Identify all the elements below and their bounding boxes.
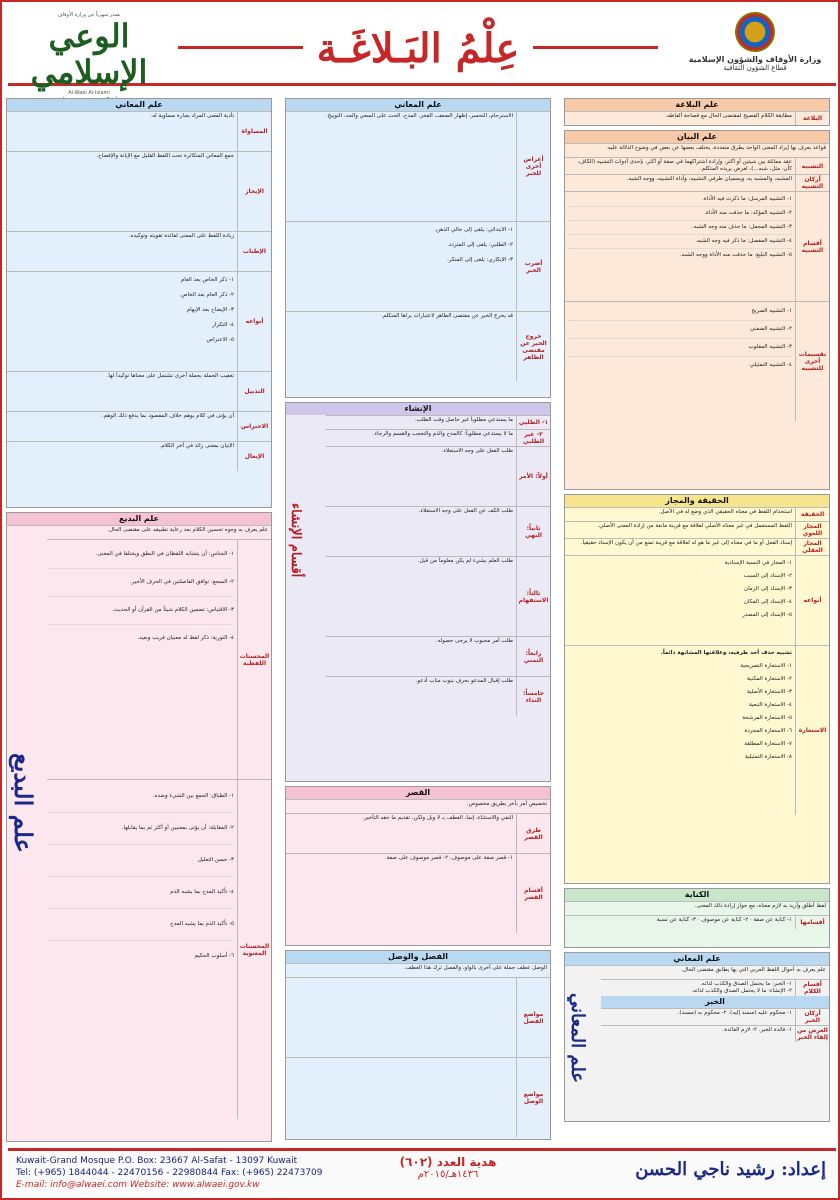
row-label: الإيغال <box>237 442 271 471</box>
list-item: ٢- كناية عن موصوف <box>701 917 749 923</box>
list-item: ٤- الإسناد إلى المكان <box>743 599 792 605</box>
list-item: ٧- الاستعارة المطلقة <box>744 741 792 747</box>
row-label: ٢- غير الطلبي <box>516 430 550 446</box>
row-text: قد يخرج الخبر عن مقتضى الظاهر لاعتبارات يراها المتكلم. <box>381 313 513 319</box>
magazine-latin: Al-Waei Al-Islami <box>68 90 110 96</box>
row-text: جمع المعاني المتكاثرة تحت اللفظ القليل مع الإبانة والإفصاح. <box>96 153 234 159</box>
vertical-label: أقسام الإنشاء <box>288 503 303 578</box>
ministry-sub: قطاع الشؤون الثقافية <box>723 64 787 72</box>
row-text: ١- قصر صفة على موصوف. ٢- قصر موصوف على صفة. <box>384 855 513 861</box>
row-label: الاستعارة <box>795 646 829 815</box>
row-text: عقد مماثلة بين شيئين أو أكثر، وإرادة اشتراكهما في صفة أو أكثر، بإحدى أدوات التشبيه (الكاف، كأن، مثل، شبه...)، لغرض يريده المتكلم. <box>577 159 792 172</box>
section-title: علم المعاني <box>7 99 271 111</box>
row-label: أركان الخبر <box>795 1009 829 1025</box>
list-item: ٢- الإنشاء: ما لا يحتمل الصدق والكذب لذاته. <box>691 988 792 994</box>
definition-row <box>7 271 271 371</box>
magazine-name: الوعي الإسلامي <box>30 17 148 91</box>
row-text: إسناد الفعل أو ما في معناه إلى غير ما هو له لعلاقة مع قرينة تمنع من أن يكون الإسناد حقيقياً. <box>580 540 792 546</box>
list <box>47 540 237 779</box>
row-label: مواضع الوصل <box>516 1058 550 1137</box>
list-item: ٣- كناية عن نسبة <box>656 917 696 923</box>
row-text: طلب أمر محبوب لا يرجى حصوله. <box>435 638 513 644</box>
list-item: تشبيه حذف أحد طرفيه، وعلاقتها المشابهة دائماً. <box>660 650 792 656</box>
ministry-name: وزارة الأوقاف والشؤون الإسلامية <box>688 55 822 64</box>
list-item: ٤- التشبيه التمثيلي <box>749 362 792 368</box>
row-text: طلب إقبال المدعو بحرف ينوب مناب أدعو. <box>415 678 513 684</box>
definition-row <box>326 415 550 429</box>
list-item: ٤- التشبيه المفصل: ما ذكر فيه وجه الشبه. <box>568 235 792 249</box>
row-label: الغرض من إلقاء الخبر <box>795 1026 829 1042</box>
definition-row <box>326 429 550 446</box>
definition-row <box>286 813 550 853</box>
definition-row <box>601 979 829 996</box>
list-item: ١- الخبر: ما يحتمل الصدق والكذب لذاته. <box>700 981 792 987</box>
section-intro: علم يعرف به أحوال اللفظ العربي التي بها يطابق مقتضى الحال. <box>681 967 826 973</box>
definition-row <box>286 853 550 933</box>
section-title: علم البيان <box>565 131 829 143</box>
row-label: أضرب الخبر <box>516 222 550 311</box>
row-label: المجاز اللغوي <box>795 522 829 538</box>
vertical-label: علم المعاني <box>567 993 588 1084</box>
main-title: عِلْمُ البَـلاغَـة <box>303 25 534 72</box>
section-title: الإنشاء <box>286 403 550 415</box>
section-balagha <box>564 98 830 126</box>
row-text <box>286 1058 516 1137</box>
list-item: ٤- تأكيد المدح بما يشبه الذم <box>50 877 234 909</box>
row-label: الإيجاز <box>237 152 271 231</box>
list-item: ٦- أسلوب الحكيم <box>194 953 234 959</box>
row-label: أقسام القصر <box>516 854 550 933</box>
definition-row <box>565 174 829 191</box>
header <box>8 8 836 96</box>
section-title: علم البلاغة <box>565 99 829 111</box>
title-banner <box>178 20 658 76</box>
kuwait-emblem-icon <box>735 12 775 52</box>
row-text: ما لا يستدعي مطلوباً: كالمدح والذم والتعجب والقسم والرجاء. <box>372 431 513 437</box>
definition-row <box>565 111 829 125</box>
section-title: الكناية <box>565 889 829 901</box>
list-item: ٢- التشبيه الضمني <box>568 321 792 339</box>
list-item: ١- الاستعارة التصريحية <box>740 663 792 669</box>
row-text: الاسترحام، التحسر، إظهار الضعف، الفخر، المدح، الحث على السعي والجد، التوبيخ. <box>325 113 513 119</box>
definition-row <box>565 645 829 815</box>
definition-row <box>601 1008 829 1025</box>
row-label: الاحتراس <box>237 412 271 441</box>
list-item: ٣- التشبيه المقلوب <box>568 339 792 357</box>
definition-row <box>565 507 829 521</box>
row-label: أقسام التشبيه <box>795 192 829 301</box>
section-intro: لفظ أطلق وأريد به لازم معناه، مع جواز إرادة ذلك المعنى. <box>694 903 826 909</box>
definition-row <box>7 411 271 441</box>
row-text: ١- فائدة الخبر. ٢- لازم الفائدة. <box>722 1027 792 1033</box>
list <box>565 302 795 421</box>
list <box>601 980 795 996</box>
definition-row <box>565 157 829 174</box>
row-label: تقسيمات أخرى للتشبيه <box>795 302 829 421</box>
list-item: ٢- المقابلة: أن يؤتى بمعنيين أو أكثر ثم بما يقابلها. <box>50 813 234 845</box>
row-label: أنواعه <box>795 556 829 645</box>
row-text: زيادة اللفظ على المعنى لفائدة تقويته وتوكيده. <box>128 233 234 239</box>
author-credit: إعداد: رشيد ناجي الحسن <box>635 1159 826 1180</box>
list <box>565 192 795 301</box>
list-item: ٥- التشبيه البليغ: ما حذفت منه الأداة ووجه الشبه. <box>679 252 792 258</box>
definition-row <box>565 191 829 301</box>
row-label: أقسام الكلام <box>795 980 829 996</box>
issue-info <box>368 1155 528 1180</box>
row-label: المساواة <box>237 112 271 151</box>
list-item: ٣- الإسناد إلى الزمان <box>744 586 792 592</box>
list-item: ٦- الاستعارة المجردة <box>744 728 792 734</box>
row-label: التشبيه <box>795 158 829 174</box>
section-haqiqa <box>564 494 830 884</box>
list-item: ٤- التورية: ذكر لفظ له معنيان قريب وبعيد. <box>137 635 234 641</box>
section-badi <box>6 512 272 1142</box>
row-label: ثالثاً: الاستفهام <box>516 557 550 636</box>
definition-row <box>326 556 550 636</box>
row-label: طرق القصر <box>516 814 550 853</box>
section-fasl-wasl <box>285 950 551 1140</box>
list-item: ٢- السجع: توافق الفاصلتين في الحرف الأخير. <box>50 569 234 597</box>
list-item: ٥- تأكيد الذم بما يشبه المدح <box>50 909 234 941</box>
row-text: مطابقة الكلام الفصيح لمقتضى الحال مع فصاحة ألفاظه. <box>665 113 792 119</box>
row-text: المشبه، والمشبه به، ويسميان طرفي التشبيه، وأداة التشبيه، ووجه الشبه. <box>626 176 792 182</box>
definition-row <box>326 506 550 556</box>
row-text: أن يؤتى في كلام يوهم خلاف المقصود بما يدفع ذلك الوهم. <box>101 413 234 419</box>
column-left <box>6 98 272 1148</box>
definition-row <box>286 221 550 311</box>
section-title: علم المعاني <box>286 99 550 111</box>
list-item: ٢- الاستعارة المكنية <box>747 676 792 682</box>
list-item: ٣- الإيضاح بعد الإبهام <box>186 307 234 313</box>
section-intro: تخصيص أمر بآخر بطريق مخصوص. <box>466 801 547 807</box>
definition-row <box>47 779 271 1119</box>
definition-row <box>7 231 271 271</box>
section-intro: قواعد يعرف بها إيراد المعنى الواحد بطرق متعددة، يختلف بعضها عن بعض في وضوح الدلالة عليه. <box>606 145 826 151</box>
subsection-title: الخبر <box>601 996 829 1008</box>
list-item: ٥- الإسناد إلى المصدر <box>742 612 792 618</box>
row-text: تعقيب الجملة بجملة أخرى تشتمل على معناها توكيداً لها. <box>106 373 234 379</box>
phone-line: Tel: (+965) 1844044 - 22470156 - 22980844 Fax: (+965) 22473709 <box>16 1168 323 1178</box>
section-intro: علم يعرف به وجوه تحسين الكلام بعد رعاية تطبيقه على مقتضى الحال. <box>107 527 268 533</box>
list-item: ٤- التكرار <box>212 322 234 328</box>
definition-row <box>47 539 271 779</box>
definition-row <box>7 111 271 151</box>
list-item: ١- التشبيه المرسل: ما ذكرت فيه الأداة. <box>568 193 792 207</box>
section-maani-intro <box>564 952 830 1122</box>
definition-row <box>565 301 829 421</box>
row-label: المحسنات اللفظية <box>237 540 271 779</box>
address-line: Kuwait-Grand Mosque P.O. Box: 23667 Al-Safat - 13097 Kuwait <box>16 1156 298 1166</box>
definition-row <box>565 915 829 929</box>
magazine-topline: تصدر شهرياً عن وزارة الأوقاف <box>57 12 121 18</box>
list-item: ٣- الاقتباس: تضمين الكلام شيئاً من القرآن أو الحديث. <box>50 597 234 625</box>
definition-row <box>286 111 550 221</box>
row-label: التذييل <box>237 372 271 411</box>
definition-row <box>601 1025 829 1042</box>
footer <box>8 1148 836 1192</box>
row-text: طلب الفعل على وجه الاستعلاء. <box>441 448 513 454</box>
section-title: الفصل والوصل <box>286 951 550 963</box>
definition-row <box>7 371 271 411</box>
row-label: ١- الطلبي <box>516 416 550 429</box>
list-item: ٢- التشبيه المؤكد: ما حذفت منه الأداة. <box>568 207 792 221</box>
row-text: النفي والاستثناء، إنما، العطف بـ لا وبل ولكن، تقديم ما حقه التأخير. <box>362 815 513 821</box>
section-maani-khabar <box>285 98 551 398</box>
definition-row <box>7 441 271 471</box>
list-item: ١- الجناس: أن يتشابه اللفظان في النطق ويختلفا في المعنى. <box>50 541 234 569</box>
row-text: ما يستدعي مطلوباً غير حاصل وقت الطلب. <box>414 417 513 423</box>
column-right <box>564 98 830 1148</box>
row-text: تأدية المعنى المراد بعبارة مساوية له. <box>150 113 234 119</box>
list-item: ٤- الاستعارة التبعية <box>748 702 792 708</box>
row-label: أقسامها <box>795 916 829 929</box>
row-text <box>286 978 516 1057</box>
list-item: ٥- الاستعارة المرشحة <box>742 715 792 721</box>
list-item: ٣- الاستعارة الأصلية <box>746 689 792 695</box>
list-item: ٣- التشبيه المجمل: ما حذف منه وجه الشبه. <box>568 221 792 235</box>
row-text: الإتيان بمعنى زائد في آخر الكلام. <box>159 443 234 449</box>
row-label: أغراض أخرى للخبر <box>516 112 550 221</box>
definition-row <box>565 521 829 538</box>
contact-info <box>16 1155 346 1191</box>
list-item: ٣- حسن التعليل <box>50 845 234 877</box>
row-label: رابعاً: التمني <box>516 637 550 676</box>
list-item: ٢- ذكر العام بعد الخاص <box>180 292 234 298</box>
list <box>286 222 516 311</box>
definition-row <box>565 538 829 555</box>
list-item: ٨- الاستعارة التمثيلية <box>744 754 792 760</box>
row-text: طلب الكف عن الفعل على وجه الاستعلاء. <box>418 508 513 514</box>
list <box>565 646 795 815</box>
list-item: ١- ذكر الخاص بعد العام <box>180 277 234 283</box>
vertical-label: علم البديع <box>9 753 38 853</box>
definition-row <box>326 446 550 506</box>
row-text: طلب العلم بشيء لم يكن معلوماً من قبل. <box>417 558 513 564</box>
section-intro: الوصل عطف جملة على أخرى بالواو، والفصل ترك هذا العطف. <box>404 965 547 971</box>
section-title: القصر <box>286 787 550 799</box>
row-label: أركان التشبيه <box>795 175 829 191</box>
section-kinaya <box>564 888 830 948</box>
list <box>47 780 237 1119</box>
section-insha <box>285 402 551 782</box>
definition-row <box>286 1057 550 1137</box>
list <box>7 272 237 371</box>
magazine-logo <box>14 12 164 96</box>
list-item: ٥- الاعتراض <box>206 337 234 343</box>
list-item: ١- الطباق: الجمع بين الشيء وضده. <box>50 781 234 813</box>
list-item: ١- التشبيه الصريح <box>568 303 792 321</box>
row-label: المحسنات المعنوية <box>237 780 271 1119</box>
row-text: ١- محكوم عليه (مسند إليه). ٢- محكوم به (مسند). <box>677 1010 792 1016</box>
list <box>565 556 795 645</box>
issue-date: ١٤٣٦هـ/٢٠١٥م <box>417 1169 479 1180</box>
email-line: E-mail: info@alwaei.com Website: www.alwaei.gov.kw <box>16 1180 260 1190</box>
section-qasr <box>285 786 551 946</box>
section-title: علم المعاني <box>565 953 829 965</box>
row-label: البلاغة <box>795 112 829 125</box>
row-label: الحقيقة <box>795 508 829 521</box>
definition-row <box>286 977 550 1057</box>
list-item: ١- الابتدائي: يلقى إلى خالي الذهن. <box>434 227 513 233</box>
list-item: ٢- الطلبي: يلقى إلى المتردد. <box>447 242 513 248</box>
definition-row <box>326 636 550 676</box>
definition-row <box>7 151 271 231</box>
list-item: ١- كناية عن صفة <box>753 917 792 923</box>
row-label: الإطناب <box>237 232 271 271</box>
row-text: اللفظ المستعمل في غير معناه الأصلي لعلاقة مع قرينة مانعة من إرادة المعنى الأصلي. <box>597 523 792 529</box>
row-label: ثانياً: النهي <box>516 507 550 556</box>
ministry-logo <box>680 12 830 82</box>
issue-gift: هدية العدد (٦٠٢) <box>399 1155 497 1169</box>
row-label: المجاز العقلي <box>795 539 829 555</box>
definition-row <box>326 676 550 716</box>
definition-row <box>565 555 829 645</box>
definition-row <box>286 311 550 381</box>
list-item: ١- المجاز في النسبة الإسنادية <box>724 560 792 566</box>
section-title: علم البديع <box>7 513 271 525</box>
row-text: استخدام اللفظ في معناه الحقيقي الذي وضع له في الأصل. <box>658 509 792 515</box>
row-label: خروج الخبر عن مقتضى الظاهر <box>516 312 550 381</box>
section-maani-ijaz <box>6 98 272 508</box>
section-title: الحقيقة والمجاز <box>565 495 829 507</box>
column-middle <box>285 98 551 1148</box>
section-bayan <box>564 130 830 490</box>
list-item: ٣- الإنكاري: يلقى إلى المنكر. <box>446 257 513 263</box>
row-label: مواضع الفصل <box>516 978 550 1057</box>
list: ١- كناية عن صفة · ٢- كناية عن موصوف · ٣- كناية عن نسبة <box>656 917 792 923</box>
row-label: أولاً: الأمر <box>516 447 550 506</box>
row-label: خامساً: النداء <box>516 677 550 716</box>
row-label: أنواعه <box>237 272 271 371</box>
list-item: ٢- الإسناد إلى السبب <box>743 573 792 579</box>
